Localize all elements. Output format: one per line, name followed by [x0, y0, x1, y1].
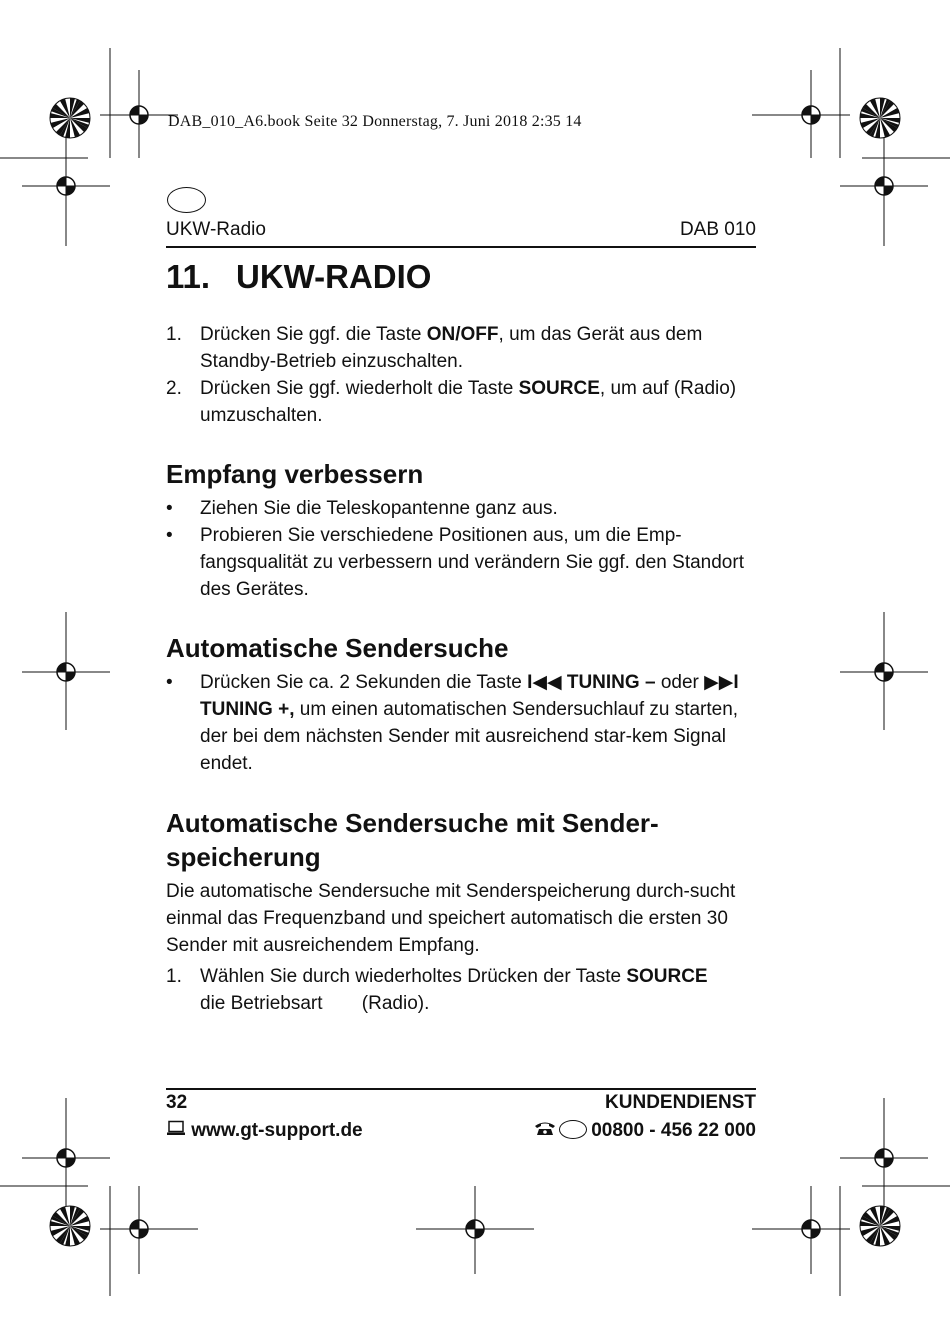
step-text: Drücken Sie ggf. wiederholt die Taste — [200, 378, 519, 399]
bullet: • — [166, 672, 173, 693]
list-item — [166, 669, 766, 777]
support-phone — [533, 1120, 756, 1142]
steps-list — [166, 321, 766, 429]
list-item — [166, 321, 766, 375]
footer-rule — [166, 1088, 756, 1090]
key-label: ON/OFF — [426, 324, 499, 345]
chapter-title-text: UKW-RADIO — [236, 258, 432, 295]
step-text: die Betriebsart — [200, 993, 328, 1014]
step-text: , um das Gerät aus dem Standby-Betrieb einzuschalten. — [200, 324, 703, 372]
chapter-number: 11. — [166, 258, 211, 295]
heading-line: Automatische Sendersuche mit Sender- — [166, 808, 659, 838]
print-slug: DAB_010_A6.book Seite 32 Donnerstag, 7. Juni 2018 2:35 14 — [168, 113, 582, 130]
list-item — [166, 963, 766, 1017]
item-text: Probieren Sie verschiedene Positionen aus, um die Emp-fangsqualität zu verbessern und verändern Sie ggf. den Standort des Gerätes. — [200, 525, 744, 600]
telephone-icon — [533, 1120, 557, 1142]
item-text: um einen automatischen Sendersuchlauf zu starten, der bei dem nächsten Sender mit ausreichend star-kem Signal endet. — [200, 699, 739, 774]
header-rule — [166, 246, 756, 248]
phone-number[interactable]: 00800 - 456 22 000 — [591, 1120, 756, 1142]
body-paragraph: Die automatische Sendersuche mit Senderspeicherung durch-sucht einmal das Frequenzband und speichert automatisch die ersten 30 Sender mit ausreichendem Empfang. — [166, 881, 736, 956]
key-label: SOURCE — [518, 378, 600, 399]
step-text: , um auf (Radio) umzuschalten. — [200, 378, 737, 426]
step-text: (Radio). — [361, 993, 430, 1014]
step-text: Drücken Sie ggf. die Taste — [200, 324, 427, 345]
list-item — [166, 522, 766, 603]
support-website — [166, 1120, 363, 1142]
language-badge — [167, 187, 206, 213]
step-number: 1. — [166, 966, 182, 987]
step-text: Wählen Sie durch wiederholtes Drücken der Taste — [200, 966, 627, 987]
list-item — [166, 375, 766, 429]
key-label: I◀◀ TUNING – — [527, 672, 656, 693]
page-number: 32 — [166, 1092, 188, 1113]
section-heading — [166, 806, 766, 874]
bullet-list — [166, 669, 766, 777]
heading-line: speicherung — [166, 842, 321, 872]
steps-list — [166, 963, 766, 1017]
item-text: oder — [655, 672, 705, 693]
step-number: 1. — [166, 324, 182, 345]
country-badge — [559, 1120, 587, 1139]
website-link[interactable]: www.gt-support.de — [191, 1120, 363, 1142]
step-number: 2. — [166, 378, 182, 399]
section-heading: Automatische Sendersuche — [166, 633, 509, 663]
list-item — [166, 495, 766, 522]
item-text: Drücken Sie ca. 2 Sekunden die Taste — [200, 672, 528, 693]
bullet-list — [166, 495, 766, 603]
bullet: • — [166, 498, 173, 519]
key-label: ▶▶I TUNING +, — [200, 672, 739, 720]
running-header-left: UKW-Radio — [166, 219, 266, 240]
item-text: Ziehen Sie die Teleskopantenne ganz aus. — [200, 498, 558, 519]
key-label: SOURCE — [626, 966, 708, 987]
computer-icon — [166, 1120, 186, 1142]
running-header-right: DAB 010 — [679, 219, 756, 240]
chapter-title — [166, 258, 431, 296]
section-heading: Empfang verbessern — [166, 459, 424, 489]
service-label: KUNDENDIENST — [605, 1092, 756, 1113]
bullet: • — [166, 525, 173, 546]
